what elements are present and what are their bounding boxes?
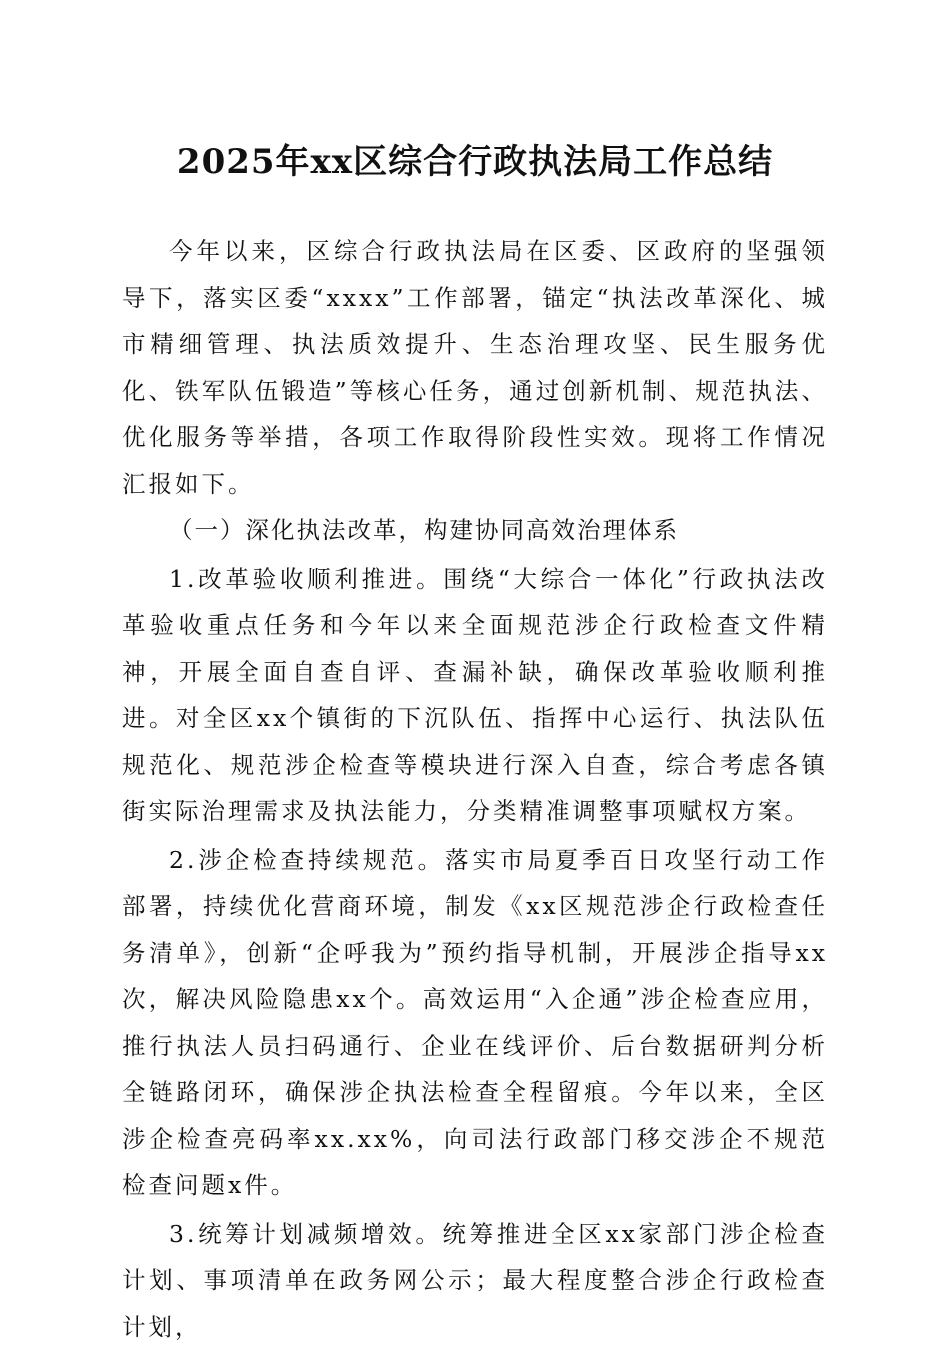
paragraph-plan-coordination: 3.统筹计划减频增效。统筹推进全区xx家部门涉企检查计划、事项清单在政务网公示；最大程度整合涉企行政检查计划， — [122, 1211, 828, 1350]
section-heading: （一）深化执法改革，构建协同高效治理体系 — [122, 507, 828, 554]
paragraph-enterprise-inspection: 2.涉企检查持续规范。落实市局夏季百日攻坚行动工作部署，持续优化营商环境，制发《xx区规范涉企行政检查任务清单》，创新“企呼我为”预约指导机制，开展涉企指导xx次，解决风险隐患xx个。高效运用“入企通”涉企检查应用，推行执法人员扫码通行、企业在线评价、后台数据研判分析全链路闭环，确保涉企执法检查全程留痕。今年以来，全区涉企检查亮码率xx.xx%，向司法行政部门移交涉企不规范检查问题x件。 — [122, 837, 828, 1209]
document-title: 2025年xx区综合行政执法局工作总结 — [0, 140, 950, 184]
paragraph-reform-acceptance: 1.改革验收顺利推进。围绕“大综合一体化”行政执法改革验收重点任务和今年以来全面规范涉企行政检查文件精神，开展全面自查自评、查漏补缺，确保改革验收顺利推进。对全区xx个镇街的下沉队伍、指挥中心运行、执法队伍规范化、规范涉企检查等模块进行深入自查，综合考虑各镇街实际治理需求及执法能力，分类精准调整事项赋权方案。 — [122, 556, 828, 835]
intro-paragraph: 今年以来，区综合行政执法局在区委、区政府的坚强领导下，落实区委“xxxx”工作部署，锚定“执法改革深化、城市精细管理、执法质效提升、生态治理攻坚、民生服务优化、铁军队伍锻造”等核心任务，通过创新机制、规范执法、优化服务等举措，各项工作取得阶段性实效。现将工作情况汇报如下。 — [122, 228, 828, 507]
document-body — [122, 228, 828, 1350]
